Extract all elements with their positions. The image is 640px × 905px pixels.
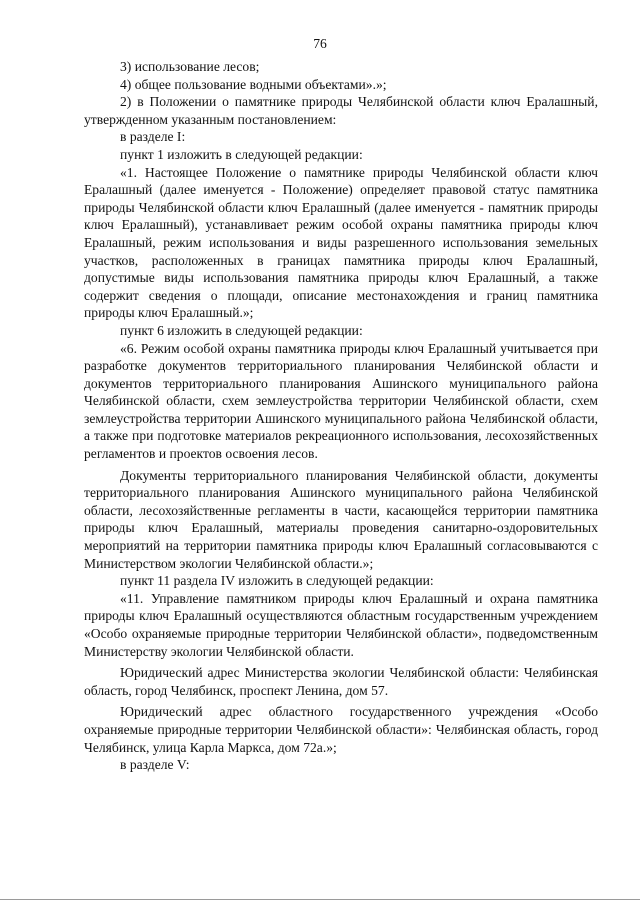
point-6-text: «6. Режим особой охраны памятника природы ключ Ералашный учитывается при разработке документов территориального планирования Челябинской области и документов территориального планирования Ашинского муниципального района Челябинской области, схем землеустройства территории Челябинской области, схем землеустройства территории Ашинского муниципального района Челябинской области, а также при подготовке материалов рекреационного использования, лесохозяйственных регламентов и проектов освоения лесов. bbox=[84, 340, 598, 462]
ministry-address: Юридический адрес Министерства экологии Челябинской области: Челябинская область, город Челябинск, проспект Ленина, дом 57. bbox=[84, 665, 598, 698]
amendment-instruction-point-11: пункт 11 раздела IV изложить в следующей редакции: bbox=[120, 573, 434, 589]
point-1-text: «1. Настоящее Положение о памятнике природы Челябинской области ключ Ералашный (далее именуется - Положение) определяет правовой статус памятника природы Челябинской области ключ Ералашный (далее именуется - памятник природы ключ Ералашный), устанавливает режим особой охраны памятника природы ключ Ералашный, режим использования и виды разрешенного использования земельных участков, расположенных в границах памятника природы ключ Ералашный, допустимые виды использования памятника природы ключ Ералашный, а также содержит сведения о площади, описание местонахождения и границ памятника природы ключ Ералашный.»; bbox=[84, 164, 598, 321]
footer-rule bbox=[0, 899, 640, 900]
list-item-water-use: 4) общее пользование водными объектами».»; bbox=[120, 76, 387, 92]
document-body bbox=[84, 58, 598, 774]
page-number: 76 bbox=[313, 36, 327, 51]
section-v-reference: в разделе V: bbox=[120, 757, 190, 773]
institution-address: Юридический адрес областного государственного учреждения «Особо охраняемые природные территории Челябинской области»: Челябинская область, город Челябинск, улица Карла Маркса, дом 72а.»; bbox=[84, 704, 598, 755]
amendment-item-2: 2) в Положении о памятнике природы Челябинской области ключ Ералашный, утвержденном указанным постановлением: bbox=[84, 94, 598, 127]
point-11-text: «11. Управление памятником природы ключ Ералашный и охрана памятника природы ключ Ералашный осуществляются областным государственным учреждением «Особо охраняемые природные территории Челябинской области», подведомственным Министерству экологии Челябинской области. bbox=[84, 590, 598, 659]
list-item-forest-use: 3) использование лесов; bbox=[120, 59, 260, 74]
point-6-continuation: Документы территориального планирования Челябинской области, документы территориального планирования Ашинского муниципального района Челябинской области, лесохозяйственные регламенты в части, касающейся территории памятника природы ключ Ералашный, материалы проведения санитарно-оздоровительных мероприятий на территории памятника природы ключ Ералашный согласовываются с Министерством экологии Челябинской области.»; bbox=[84, 467, 598, 571]
section-reference: в разделе I: bbox=[120, 129, 186, 145]
amendment-instruction-point-1: пункт 1 изложить в следующей редакции: bbox=[120, 146, 363, 162]
amendment-instruction-point-6: пункт 6 изложить в следующей редакции: bbox=[120, 322, 363, 338]
